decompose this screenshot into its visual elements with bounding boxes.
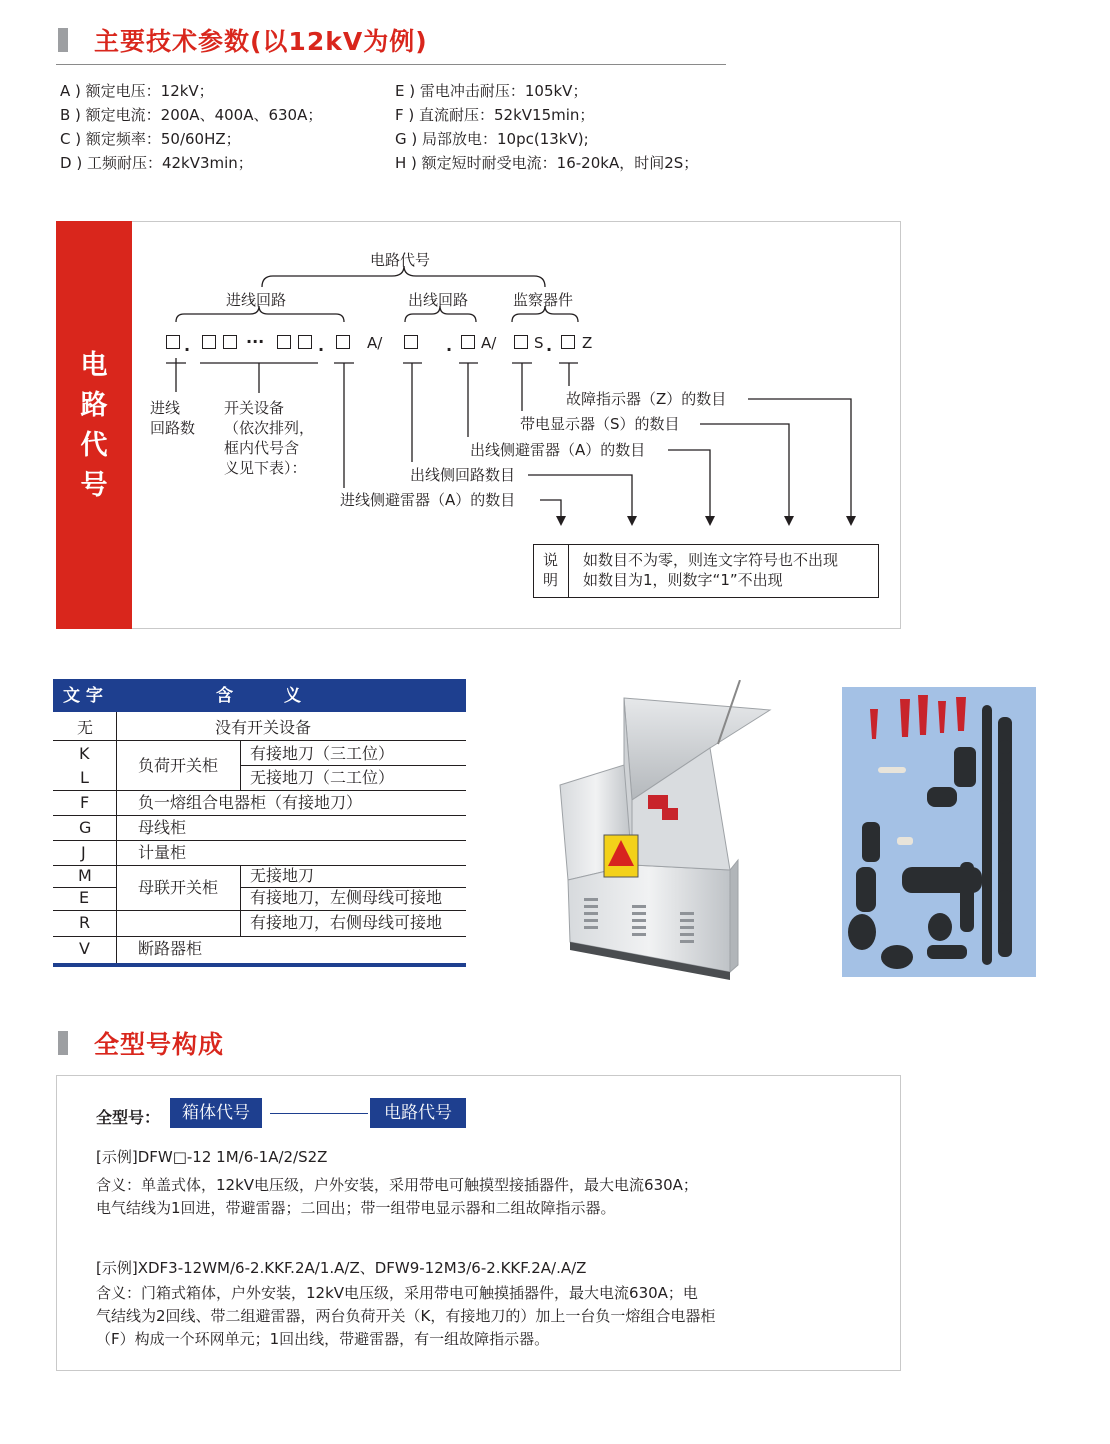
example-2-title: [示例]XDF3-12WM/6-2.KKF.2A/1.A/Z、DFW9-12M3/6-2.KKF.2A/.A/Z	[96, 1259, 587, 1277]
table-code: R	[79, 913, 91, 932]
table-code: 无	[77, 718, 94, 737]
label-outbound-loop: 出线回路	[408, 291, 469, 309]
table-rule	[53, 936, 466, 937]
table-code: M	[78, 866, 92, 885]
label-inbound-arrester-count: 进线侧避雷器（A）的数目	[340, 491, 516, 509]
table-meaning: 有接地刀，左侧母线可接地	[250, 888, 443, 907]
spec-f: F ) 直流耐压：52kV15min；	[395, 106, 595, 124]
circuit-code-side-label: 电 路 代 号	[80, 350, 108, 501]
code-a-outbound: A/	[481, 334, 497, 352]
table-meaning: 母线柜	[138, 818, 187, 837]
table-header-meaning: 含 义	[216, 686, 301, 706]
table-meaning: 无接地刀（二工位）	[250, 768, 395, 787]
code-box	[461, 335, 475, 349]
code-dot: .	[446, 336, 453, 355]
full-model-label: 全型号：	[96, 1108, 161, 1127]
example-2-line: 气结线为2回线、带二组避雷器，两台负荷开关（K，有接地刀的）加上一台负一熔组合电器柜	[96, 1307, 716, 1325]
note-text: 如数目不为零，则连文字符号也不出现 如数目为1，则数字“1”不出现	[583, 551, 839, 589]
table-code: V	[79, 939, 90, 958]
example-1-line: 含义：单盖式体，12kV电压级，户外安装，采用带电可触摸型接插器件，最大电流630A；	[96, 1176, 698, 1194]
code-box	[561, 335, 575, 349]
table-code: J	[81, 843, 86, 862]
example-1-line: 电气结线为1回进，带避雷器；二回出；带一组带电显示器和二组故障指示器。	[96, 1199, 616, 1217]
table-meaning: 没有开关设备	[215, 718, 312, 737]
table-meaning: 负荷开关柜	[138, 756, 219, 775]
code-dot: .	[184, 336, 191, 355]
table-meaning: 无接地刀	[250, 866, 315, 885]
code-box	[166, 335, 180, 349]
example-2-line: （F）构成一个环网单元；1回出线，带避雷器，有一组故障指示器。	[96, 1330, 550, 1348]
table-meaning: 有接地刀（三工位）	[250, 744, 395, 763]
pill-connector	[270, 1113, 368, 1114]
code-dot: .	[546, 336, 553, 355]
table-col-rule	[116, 712, 117, 963]
code-z: Z	[582, 334, 593, 352]
table-col-rule	[240, 865, 241, 936]
box-code-pill: 箱体代号	[170, 1098, 262, 1128]
table-header-text: 文 字	[63, 686, 103, 706]
table-meaning: 断路器柜	[138, 939, 203, 958]
table-footer-bar	[53, 963, 466, 967]
spec-e: E ) 雷电冲击耐压：105kV；	[395, 82, 588, 100]
table-rule	[53, 740, 466, 741]
section-title-full-model: 全型号构成	[94, 1030, 225, 1059]
table-rule	[53, 815, 466, 816]
code-box	[514, 335, 528, 349]
table-meaning: 有接地刀，右侧母线可接地	[250, 913, 443, 932]
code-s: S	[534, 334, 544, 352]
label-live-display-count: 带电显示器（S）的数目	[520, 415, 680, 433]
table-col-rule	[240, 740, 241, 790]
code-box	[298, 335, 312, 349]
label-fault-indicator-count: 故障指示器（Z）的数目	[566, 390, 727, 408]
spec-c: C ) 额定频率：50/60HZ；	[60, 130, 241, 148]
table-rule	[53, 840, 466, 841]
label-inbound-count: 进线 回路数	[150, 399, 196, 437]
code-box	[202, 335, 216, 349]
spec-a: A ) 额定电压：12kV；	[60, 82, 214, 100]
spec-g: G ) 局部放电：10pc(13kV);	[395, 130, 589, 148]
note-divider	[568, 544, 569, 597]
code-box	[336, 335, 350, 349]
circuit-code-pill: 电路代号	[370, 1098, 466, 1128]
label-switch-devices: 开关设备 （依次排列， 框内代号含 义见下表）：	[224, 399, 315, 477]
code-a-inbound: A/	[367, 334, 383, 352]
table-code: K	[79, 744, 90, 763]
note-title: 说 明	[543, 551, 559, 589]
code-box	[277, 335, 291, 349]
spec-d: D ) 工频耐压：42kV3min；	[60, 154, 253, 172]
label-outbound-loop-count: 出线侧回路数目	[410, 466, 516, 484]
code-box	[404, 335, 418, 349]
table-meaning: 母联开关柜	[138, 878, 219, 897]
spec-h: H ) 额定短时耐受电流：16-20kA，时间2S；	[395, 154, 699, 172]
spec-b: B ) 额定电流：200A、400A、630A；	[60, 106, 323, 124]
label-circuit-code: 电路代号	[370, 251, 431, 269]
section-marker	[58, 1031, 68, 1055]
cabinet-photo	[540, 680, 800, 980]
section-title-specs: 主要技术参数(以12kV为例)	[94, 27, 428, 56]
table-code: L	[80, 768, 89, 787]
table-meaning: 负一熔组合电器柜（有接地刀）	[138, 793, 363, 812]
table-meaning: 计量柜	[138, 843, 187, 862]
code-box	[223, 335, 237, 349]
label-inbound-loop: 进线回路	[226, 291, 287, 309]
example-1-title: [示例]DFW□-12 1M/6-1A/2/S2Z	[96, 1148, 328, 1166]
label-monitor-devices: 监察器件	[513, 291, 574, 309]
connectors-photo	[842, 687, 1036, 977]
code-ellipsis: ···	[246, 332, 265, 351]
label-outbound-arrester-count: 出线侧避雷器（A）的数目	[470, 441, 646, 459]
code-dot: .	[318, 336, 325, 355]
table-code: E	[79, 888, 90, 907]
table-code: G	[79, 818, 92, 837]
table-code: F	[80, 793, 90, 812]
example-2-line: 含义：门箱式箱体，户外安装，12kV电压级，采用带电可触摸插器件，最大电流630A；电	[96, 1284, 698, 1302]
